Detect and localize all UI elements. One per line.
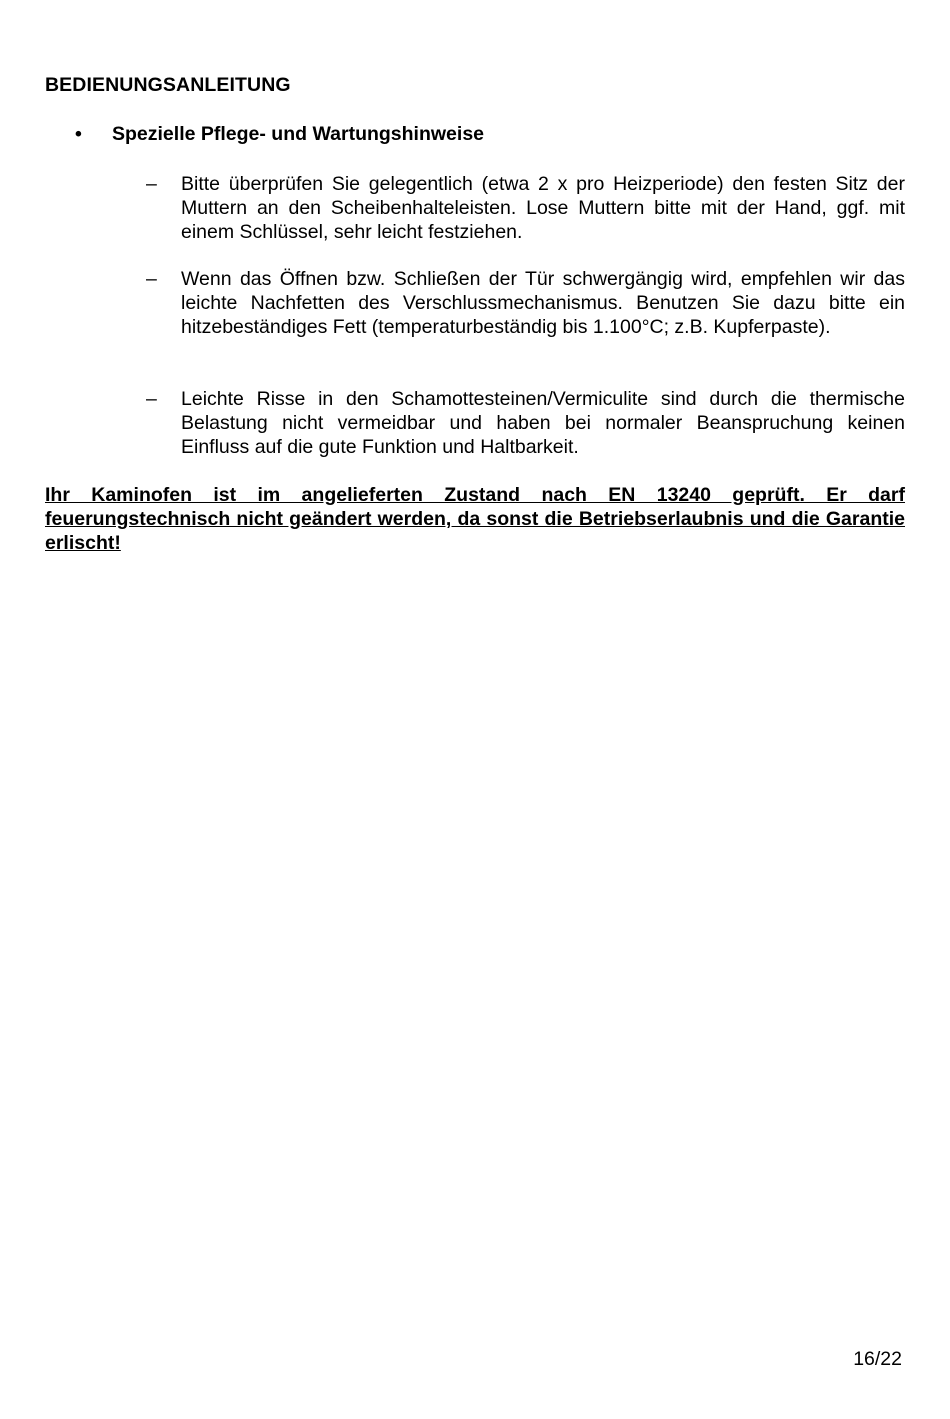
section-heading-text: Spezielle Pflege- und Wartungshinweise xyxy=(112,123,485,145)
page-number: 16/22 xyxy=(853,1348,902,1370)
list-item-text: Wenn das Öffnen bzw. Schließen der Tür schwergängig wird, empfehlen wir das leichte Nachfetten des Verschlussmechanismus. Benutzen Sie dazu bitte ein hitzebeständiges Fett (temperaturbeständig bis 1.100°C; z.B. Kupferpaste). xyxy=(181,268,905,338)
list-item xyxy=(146,387,905,459)
warning-notice: Ihr Kaminofen ist im angelieferten Zustand nach EN 13240 geprüft. Er darf feuerungstechnisch nicht geändert werden, da sonst die Betriebserlaubnis und die Garantie erlischt! xyxy=(45,484,905,554)
list-item-text: Bitte überprüfen Sie gelegentlich (etwa 2 x pro Heizperiode) den festen Sitz der Muttern an den Scheibenhalteleisten. Lose Muttern bitte mit der Hand, ggf. mit einem Schlüssel, sehr leicht festziehen. xyxy=(181,173,905,243)
dash-marker: – xyxy=(146,268,157,290)
list-item xyxy=(146,267,905,339)
dash-marker: – xyxy=(146,388,157,410)
page-title: BEDIENUNGSANLEITUNG xyxy=(45,74,291,96)
bullet-icon: • xyxy=(75,123,82,145)
dash-marker: – xyxy=(146,173,157,195)
list-item-text: Leichte Risse in den Schamottesteinen/Vermiculite sind durch die thermische Belastung nicht vermeidbar und haben bei normaler Beanspruchung keinen Einfluss auf die gute Funktion und Haltbarkeit. xyxy=(181,388,905,458)
list-item xyxy=(146,172,905,244)
